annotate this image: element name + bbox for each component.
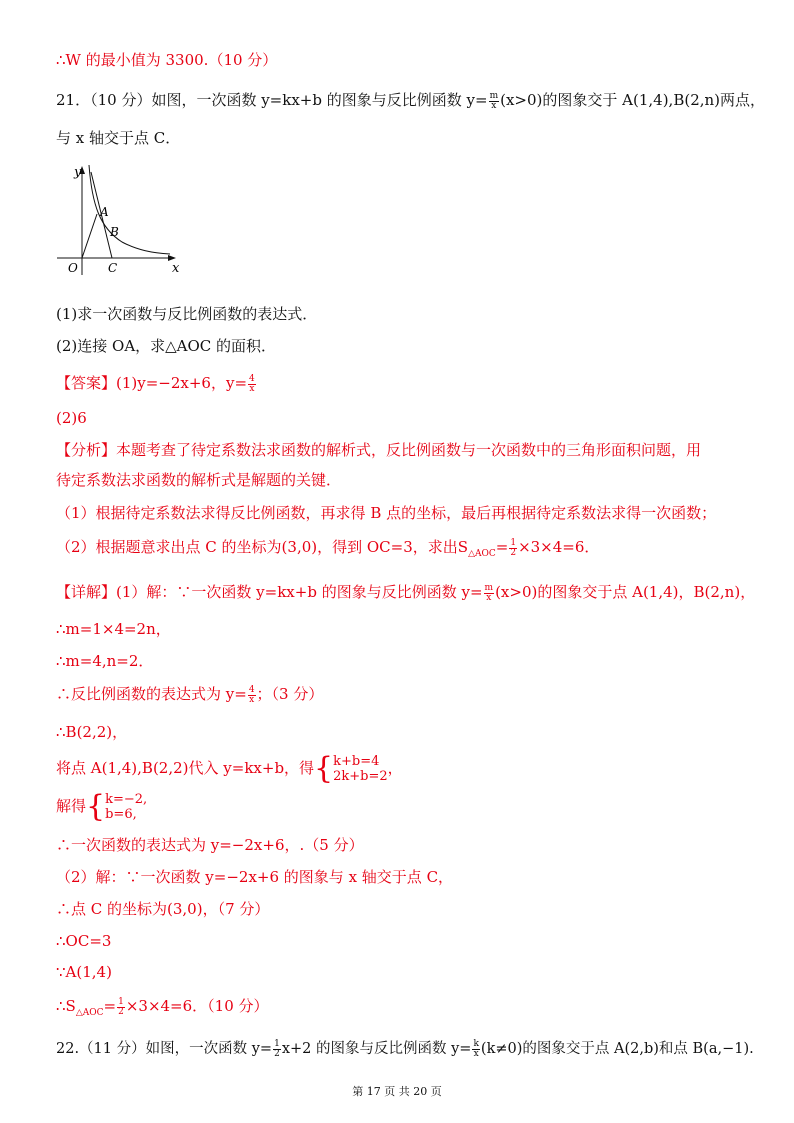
fraction-1-over-2: $\frac{1}{2}$ — [118, 996, 124, 1017]
question-2: (2)连接 OA，求△AOC 的面积． — [56, 337, 277, 355]
segment-OA — [82, 214, 97, 258]
problem-21-statement: 21．（10 分）如图，一次函数 y=kx+b 的图象与反比例函数 y= $\frac{m}{x}$ (x>0)的图象交于 A(1,4),B(2,n)两点， — [56, 90, 766, 111]
fraction-m-over-x: $\frac{m}{x}$ — [489, 90, 499, 111]
fraction-k-over-x: $\frac{k}{x}$ — [473, 1038, 479, 1059]
detail-line-12: ∵A(1,4) — [56, 963, 112, 981]
detail-line-7: 解得{ k=−2, b=6, — [56, 789, 148, 824]
fraction-1-over-2: $\frac{1}{2}$ — [274, 1038, 280, 1059]
detail-line-9: （2）解：∵一次函数 y=−2x+6 的图象与 x 轴交于点 C， — [56, 868, 454, 886]
analysis-line-2: 待定系数法求函数的解析式是解题的关键． — [56, 471, 342, 489]
fraction-4-over-x: $\frac{4}{x}$ — [249, 373, 255, 394]
answer-1: 【答案】(1)y=−2x+6，y= $\frac{4}{x}$ — [56, 373, 255, 394]
equation-system: k+b=4 2k+b=2 — [333, 754, 388, 784]
detail-line-4: ∴反比例函数的表达式为 y= $\frac{4}{x}$ ；（3 分） — [56, 684, 324, 705]
analysis-line-4: （2）根据题意求出点 C 的坐标为(3,0)，得到 OC=3，求出$S_{\triangle AOC}=$ $\frac{1}{2}$ ×3×4=6． — [56, 537, 600, 559]
analysis-line-1: 【分析】本题考查了待定系数法求函数的解析式，反比例函数与一次函数中的三角形面积问题，用 — [56, 441, 702, 459]
detail-line-11: ∴OC=3 — [56, 932, 112, 950]
point-A-label: A — [100, 205, 109, 219]
detail-line-5: ∴B(2,2)， — [56, 723, 128, 741]
x-axis-label: x — [172, 261, 180, 276]
detail-line-2: ∴m=1×4=2n， — [56, 620, 171, 638]
fraction-m-over-x: $\frac{m}{x}$ — [484, 582, 494, 603]
detail-line-8: ∴一次函数的表达式为 y=−2x+6，.（5 分） — [56, 836, 364, 854]
detail-line-13: $\therefore S_{\triangle AOC}=$ $\frac{1}{2}$ ×3×4=6．（10 分） — [56, 996, 269, 1018]
answer-2: (2)6 — [56, 409, 87, 427]
function-graph-figure — [52, 160, 182, 280]
analysis-line-3: （1）根据待定系数法求得反比例函数，再求得 B 点的坐标，最后再根据待定系数法求得一次函数； — [56, 504, 717, 522]
detail-line-3: ∴m=4,n=2． — [56, 652, 154, 670]
solution-system: k=−2, b=6, — [105, 792, 148, 822]
y-axis-label: y — [74, 165, 82, 180]
origin-label: O — [68, 261, 78, 275]
fraction-4-over-x: $\frac{4}{x}$ — [248, 684, 255, 705]
point-B-label: B — [110, 225, 119, 239]
fraction-1-over-2: $\frac{1}{2}$ — [510, 537, 517, 558]
detail-line-6: 将点 A(1,4),B(2,2)代入 y=kx+b，得{ k+b=4 2k+b=2 ， — [56, 751, 403, 786]
problem-22-statement: 22.（11 分）如图，一次函数 y= $\frac{1}{2}$ x+2 的图象与反比例函数 y= $\frac{k}{x}$ (k≠0)的图象交于点 A(2,b)和点 B(a,−1). — [56, 1038, 754, 1059]
point-C-label: C — [108, 261, 118, 275]
previous-conclusion: ∴W 的最小值为 3300.（10 分） — [56, 51, 278, 69]
page-footer: 第 17 页 共 20 页 — [352, 1085, 442, 1098]
problem-21-statement-cont: 与 x 轴交于点 C． — [56, 129, 181, 147]
detail-line-1: 【详解】(1）解：∵一次函数 y=kx+b 的图象与反比例函数 y= $\frac{m}{x}$ (x>0)的图象交于点 A(1,4)，B(2,n)， — [56, 582, 756, 603]
question-1: (1)求一次函数与反比例函数的表达式． — [56, 305, 318, 323]
detail-line-10: ∴点 C 的坐标为(3,0)，（7 分） — [56, 900, 270, 918]
